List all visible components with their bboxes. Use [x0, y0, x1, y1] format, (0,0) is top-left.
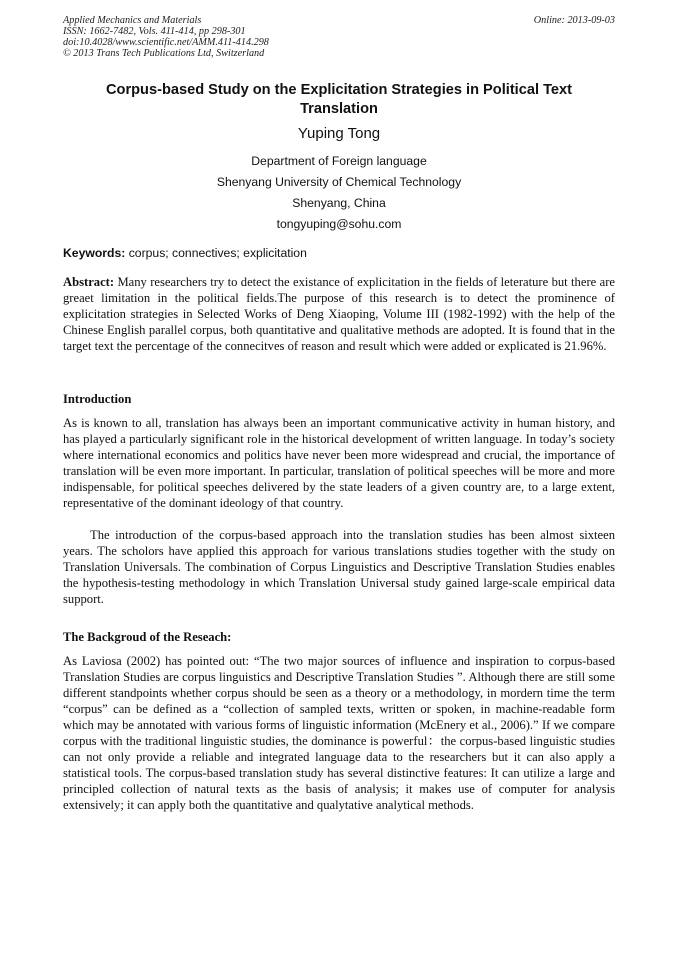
section-heading-background: The Backgroud of the Reseach: — [63, 630, 232, 644]
affiliation-university: Shenyang University of Chemical Technology — [216, 175, 462, 189]
author-email: tongyuping@sohu.com — [276, 217, 402, 231]
keywords — [63, 246, 615, 260]
doi-line: doi:10.4028/www.scientific.net/AMM.411-414.298 — [63, 37, 269, 48]
keywords-label: Keywords: — [63, 246, 126, 260]
abstract-text: Many researchers try to detect the existance of explicitation in the fields of leterature but there are greaet limitation in the political fields.The purpose of this research is to detect the prominence of explicitation strategies in Selected Works of Deng Xiaoping, Volume III (1982-1992) with the help of the Chinese English parallel corpus, both quantitative and qualitative methods are adopted. It is found that in the target text the percentage of the connecitves of reason and result which were added or explicated is 21.96%. — [63, 275, 615, 353]
journal-name: Applied Mechanics and Materials — [63, 15, 202, 26]
abstract-label: Abstract: — [63, 275, 115, 289]
introduction-paragraph-1: As is known to all, translation has always been an important communicative activity in human history, and has played a particularly significant role in the historical development of written language. In today’s society where international economics and politics have never been more widespread and crucial, the importance of translation will be even more important. In particular, translation of political speeches will be more and more indispensable, for political speeches delivered by the state leaders of a given country are, to a large extent, representative of the dominant ideology of that country. — [63, 416, 615, 510]
journal-header — [63, 15, 615, 59]
abstract — [63, 274, 615, 354]
section-heading-introduction: Introduction — [63, 392, 132, 406]
background-paragraph-1: As Laviosa (2002) has pointed out: “The two major sources of influence and inspiration to corpus-based Translation Studies are corpus linguistics and Descriptive Translation Studies ”. Although there are still some different standpoints whether corpus should be seen as a theory or a methodology, in mordern time the term “corpus” can be defined as a “collection of sampled texts, written or spoken, in machine-readable form which may be annotated with various forms of linguistic information (McEnery et al., 2006).” If we compare corpus with the traditional linguistic studies, the dominance is powerful：the corpus-based linguistic studies can not only provide a reliable and integrated language data to the researchers but it can also apply a statistical tools. The corpus-based translation study has several distinctive features: It can utilize a large and principled collection of natural texts as the basis of analysis; it makes use of computer for analysis extensively; it can apply both the quantitative and qualytative analytical methods. — [63, 654, 615, 812]
paper-title: Corpus-based Study on the Explicitation Strategies in Political Text Translation — [106, 82, 572, 117]
keywords-text: corpus; connectives; explicitation — [128, 246, 307, 260]
affiliation-department: Department of Foreign language — [251, 154, 427, 168]
issn-line: ISSN: 1662-7482, Vols. 411-414, pp 298-301 — [63, 26, 246, 37]
journal-info — [63, 15, 615, 59]
author-name: Yuping Tong — [297, 125, 381, 142]
online-date: Online: 2013-09-03 — [533, 15, 615, 26]
copyright-line: © 2013 Trans Tech Publications Ltd, Switzerland — [63, 48, 265, 59]
introduction-paragraph-2: The introduction of the corpus-based approach into the translation studies has been almost sixteen years. The scholors have applied this approach for various translations studies together with the study on Translation Universals. The combination of Corpus Linguistics and Descriptive Translation Studies enables the hypothesis-testing methodology in which Translation Universal study gained large-scale empirical data support. — [63, 528, 615, 606]
affiliation-city: Shenyang, China — [292, 196, 386, 210]
